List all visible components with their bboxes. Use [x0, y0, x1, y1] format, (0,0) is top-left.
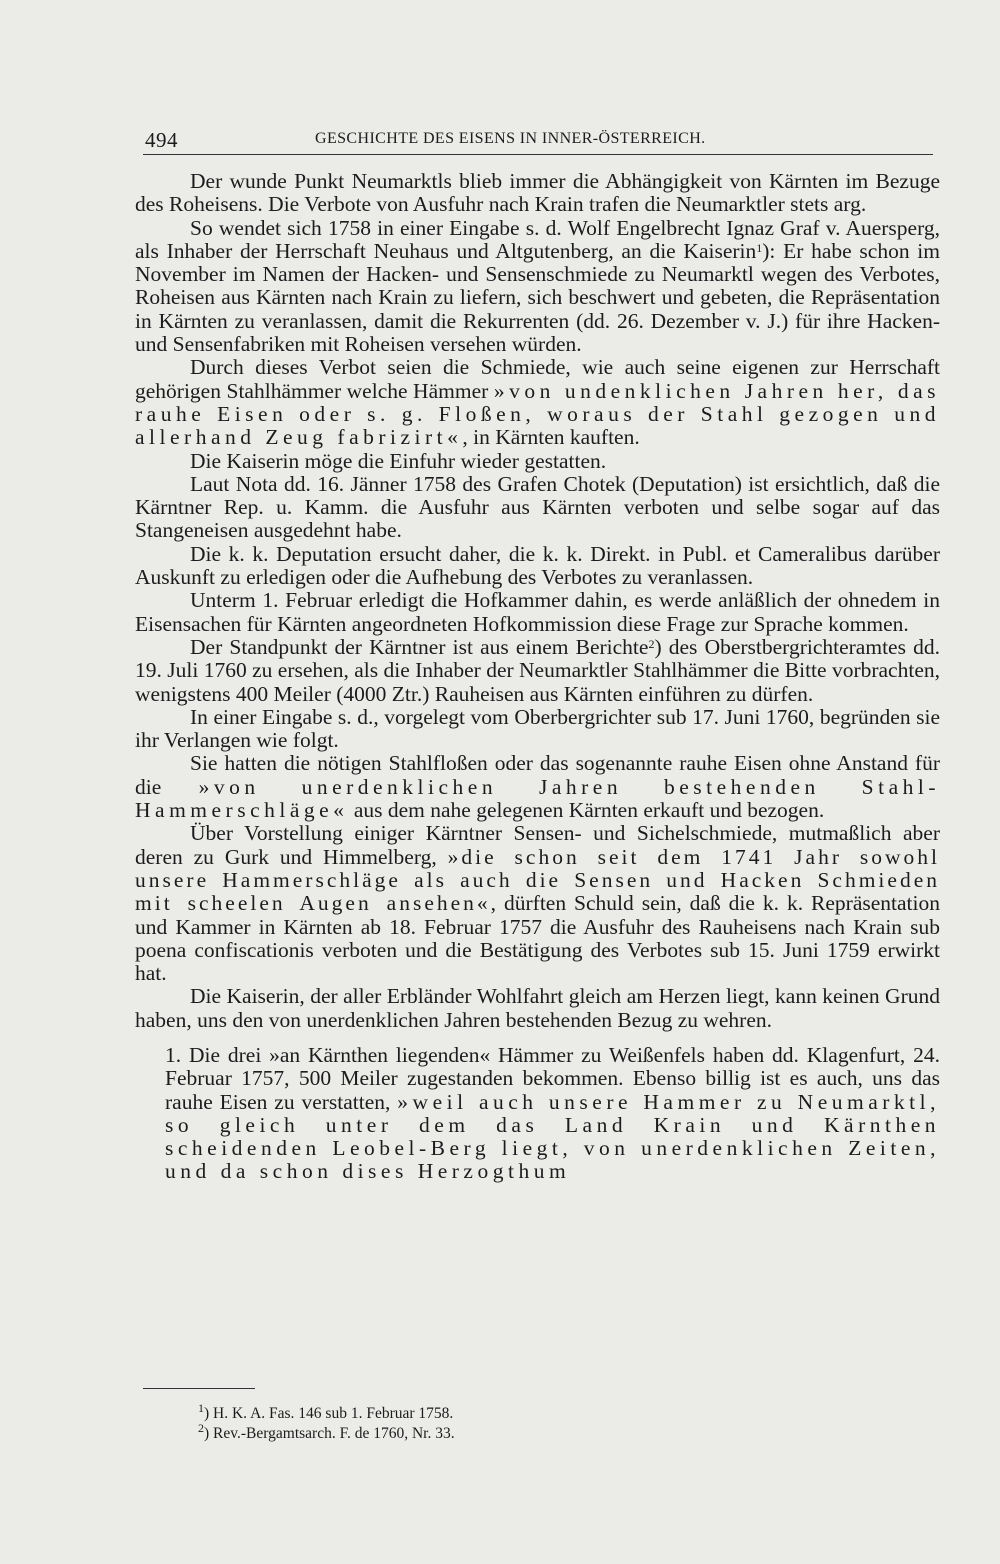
footnote-divider [143, 1388, 255, 1389]
spaced-quote: »von undenklichen Jahren her, das rauhe Eisen oder s. g. Floßen, woraus der Stahl gezogen und allerhand Zeug fabrizirt« [135, 378, 940, 450]
paragraph: Unterm 1. Februar erledigt die Hofkammer dahin, es werde anläßlich der ohnedem in Eisensachen für Kärnten angeordneten Hofkommission diese Frage zur Sprache kommen. [135, 588, 940, 636]
footnote: $^2$) Rev.-Bergamtsarch. F. de 1760, Nr. 33. [198, 1421, 455, 1442]
page-number: 494 [145, 128, 178, 152]
paragraph: In einer Eingabe s. d., vorgelegt vom Oberbergrichter sub 17. Juni 1760, begründen sie ihr Verlangen wie folgt. [135, 704, 940, 753]
paragraph: Der Standpunkt der Kärntner ist aus einem Berichte$^2$) des Oberstbergrichteramtes dd. 19. Juli 1760 zu ersehen, als die Inhaber der Neumarktler Stahlhämmer die Bitte vorbrachten, wenigstens 400 Meiler (4000 Ztr.) Rauheisen aus Kärnten einführen zu dürfen. [135, 634, 940, 706]
running-title: GESCHICHTE DES EISENS IN INNER-ÖSTERREICH. [315, 130, 706, 147]
spaced-quote: »weil auch unsere Hammer zu Neumarktl, so gleich unter dem das Land Krain und Kärnthen scheidenden Leobel-Berg liegt, von unerdenklichen Zeiten, und da schon dises Herzogthum [165, 1089, 940, 1184]
paragraph: Über Vorstellung einiger Kärntner Sensen- und Sichelschmiede, mutmaßlich aber deren zu Gurk und Himmelberg, »die schon seit dem 1741 Jahr sowohl unsere Hammerschläge als auch die Sensen und Hacken Schmieden mit scheelen Augen ansehen«, dürften Schuld sein, daß die k. k. Repräsentation und Kammer in Kärnten ab 18. Februar 1757 die Ausfuhr des Rauheisens nach Krain sub poena confiscationis verboten und die Bestätigung des Verbotes sub 15. Juni 1759 erwirkt hat. [135, 821, 940, 986]
paragraph: Die Kaiserin, der aller Erbländer Wohlfahrt gleich am Herzen liegt, kann keinen Grund haben, uns den von unerdenklichen Jahren bestehenden Bezug zu wehren. [135, 984, 940, 1032]
paragraph: Laut Nota dd. 16. Jänner 1758 des Grafen Chotek (Deputation) ist ersichtlich, daß die Kärntner Rep. u. Kamm. die Ausfuhr aus Kärnten verboten und selbe sogar auf das Stangeneisen ausgedehnt habe. [135, 471, 940, 543]
list-item: 1. Die drei »an Kärnthen liegenden« Hämmer zu Weißenfels haben dd. Klagenfurt, 24. Februar 1757, 500 Meiler zugestanden bekommen. Ebenso billig ist es auch, uns das rauhe Eisen zu verstatten, »weil auch unsere Hammer zu Neumarktl, so gleich unter dem das Land Krain und Kärnthen scheidenden Leobel-Berg liegt, von unerdenklichen Zeiten, und da schon dises Herzogthum [165, 1042, 940, 1184]
paragraph: Sie hatten die nötigen Stahlfloßen oder das sogenannte rauhe Eisen ohne Anstand für die »von unerdenklichen Jahren bestehenden Stahl-Hammerschläge« aus dem nahe gelegenen Kärnten erkauft und bezogen. [135, 751, 940, 823]
spaced-quote: »die schon seit dem 1741 Jahr sowohl unsere Hammerschläge als auch die Sensen und Hacken Schmieden mit scheelen Augen ansehen« [135, 844, 940, 916]
footnote: $^1$) H. K. A. Fas. 146 sub 1. Februar 1758. [198, 1401, 454, 1422]
footnote-ref: 2 [648, 636, 655, 651]
paragraph: So wendet sich 1758 in einer Eingabe s. d. Wolf Engelbrecht Ignaz Graf v. Auersperg, als Inhaber der Herrschaft Neuhaus und Altgutenberg, an die Kaiserin$^1$): Er habe schon im November im Namen der Hacken- und Sensenschmiede zu Neumarktl wegen des Verbotes, Roheisen aus Kärnten nach Krain zu liefern, sich beschwert und gebeten, die Repräsentation in Kärnten zu veranlassen, damit die Rekurrenten (dd. 26. Dezember v. J.) für ihre Hacken- und Sensenfabriken mit Roheisen versehen würden. [135, 215, 940, 357]
paragraph: Durch dieses Verbot seien die Schmiede, wie auch seine eigenen zur Herrschaft gehörigen Stahlhämmer welche Hämmer »von undenklichen Jahren her, das rauhe Eisen oder s. g. Floßen, woraus der Stahl gezogen und allerhand Zeug fabrizirt«, in Kärnten kauften. [135, 355, 940, 450]
page-header [143, 124, 933, 155]
numbered-item [135, 1044, 940, 1184]
spaced-quote: »von unerdenklichen Jahren bestehenden Stahl-Hammerschläge« [135, 774, 940, 823]
paragraph: Die k. k. Deputation ersucht daher, die k. k. Direkt. in Publ. et Cameralibus darüber Auskunft zu erledigen oder die Aufhebung des Verbotes zu veranlassen. [135, 541, 940, 590]
footnote-ref: 1 [756, 240, 763, 255]
body-text [135, 170, 940, 1184]
paragraph: Der wunde Punkt Neumarktls blieb immer die Abhängigkeit von Kärnten im Bezuge des Roheisens. Die Verbote von Ausfuhr nach Krain trafen die Neumarktler stets arg. [135, 169, 940, 217]
paragraph: Die Kaiserin möge die Einfuhr wieder gestatten. [190, 448, 607, 473]
footnotes [198, 1401, 798, 1444]
